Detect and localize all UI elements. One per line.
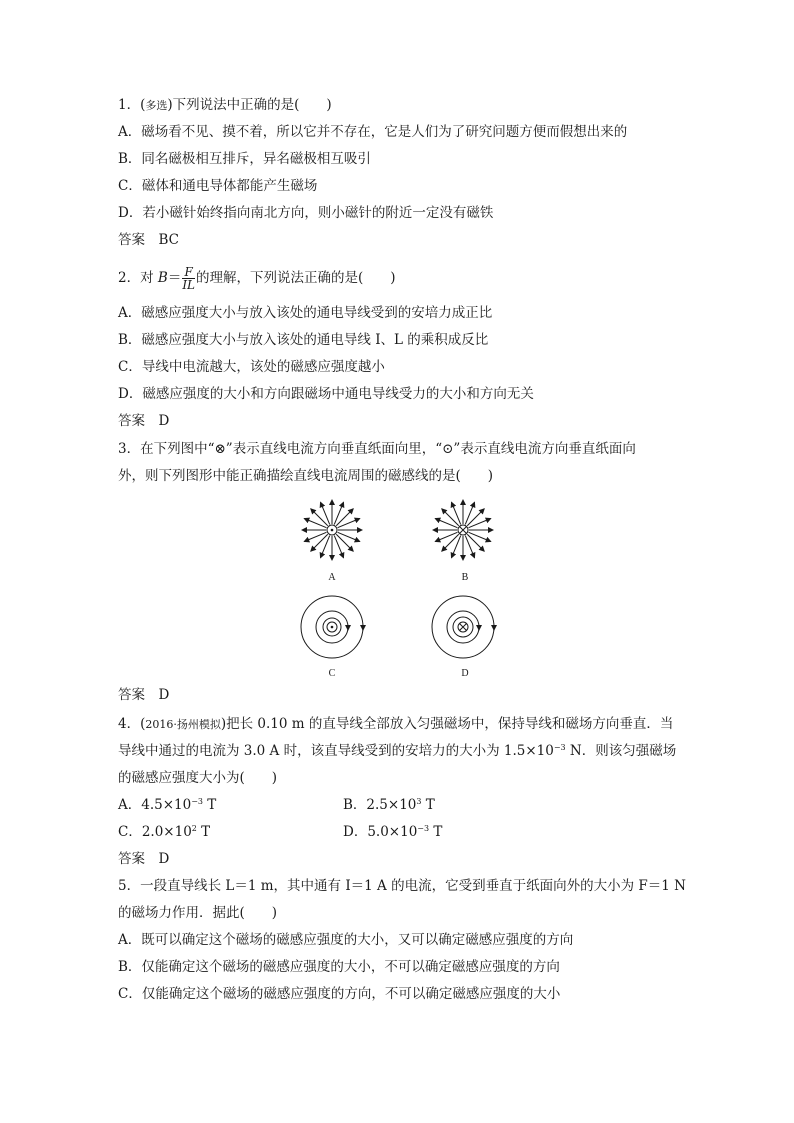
q4-option-c: C．$2.0\times 10^2$ T xyxy=(118,824,211,840)
figure-label-d: D xyxy=(461,668,469,679)
figure-a-field-line xyxy=(338,519,360,528)
q4-option-a: A．$4.5\times 10^{-3}$ T xyxy=(118,797,217,813)
figure-a-field-line xyxy=(311,534,328,551)
figure-b-field-line xyxy=(465,536,474,558)
q2-fraction: $\frac{F}{IL}$ xyxy=(182,265,196,292)
figure-b-field-line xyxy=(452,536,461,558)
q5-option-b: B．仅能确定这个磁场的磁感应强度的大小，不可以确定磁感应强度的方向 xyxy=(118,959,560,975)
q4-stem-line1: 4．(2016·扬州模拟)把长 0.10 m 的直导线全部放入匀强磁场中，保持导线和磁场方向垂直．当 xyxy=(118,716,674,732)
figure-b-field-line xyxy=(442,509,459,526)
figure-b-field-line xyxy=(465,502,474,524)
figure-a-field-line xyxy=(321,502,330,524)
q1-option-c: C．磁体和通电导体都能产生磁场 xyxy=(118,178,318,194)
q5-option-c: C．仅能确定这个磁场的磁感应强度的方向，不可以确定磁感应强度的大小 xyxy=(118,986,561,1002)
q1-option-a: A．磁场看不见、摸不着，所以它并不存在，它是人们为了研究问题方便而假想出来的 xyxy=(118,124,628,140)
figure-a-field-line xyxy=(338,532,360,541)
q5-stem-line1: 5．一段直导线长 L＝1 m，其中通有 I＝1 A 的电流，它受到垂直于纸面向外的大小为 F＝1 N xyxy=(118,878,686,894)
figure-label-c: C xyxy=(328,668,336,679)
figure-a-field-line xyxy=(336,509,353,526)
q1-tag: 多选 xyxy=(145,99,168,112)
q1-stem: 1．(多选)下列说法中正确的是( ) xyxy=(118,97,332,113)
q4-answer: 答案 D xyxy=(118,851,170,867)
q2-option-b: B．磁感应强度大小与放入该处的通电导线 I、L 的乘积成反比 xyxy=(118,332,489,348)
q2-option-c: C．导线中电流越大，该处的磁感应强度越小 xyxy=(118,359,385,375)
figure-b-field-line xyxy=(435,519,457,528)
figure-d-circular-field xyxy=(432,596,494,658)
q1-answer: 答案 BC xyxy=(118,232,180,248)
q4-stem-line3: 的磁感应强度大小为( ) xyxy=(118,770,278,786)
q2-option-a: A．磁感应强度大小与放入该处的通电导线受到的安培力成正比 xyxy=(118,305,493,321)
q1-option-b: B．同名磁极相互排斥，异名磁极相互吸引 xyxy=(118,151,371,167)
q4-stem-line2: 导线中通过的电流为 3.0 A 时，该直导线受到的安培力的大小为 $1.5\times 10^{-3}$ N．则该匀强磁场 xyxy=(118,743,677,759)
figure-b-field-line xyxy=(435,532,457,541)
figure-b-radial-field xyxy=(433,500,493,560)
figure-b-field-line xyxy=(442,534,459,551)
q4-option-b: B．$2.5\times 10^3$ T xyxy=(343,797,435,813)
q5-stem-line2: 的磁场力作用．据此( ) xyxy=(118,905,278,921)
q3-answer: 答案 D xyxy=(118,687,170,703)
q4-option-d: D．$5.0\times 10^{-3}$ T xyxy=(343,824,443,840)
figure-b-field-line xyxy=(469,532,491,541)
figure-label-b: B xyxy=(461,572,469,583)
figure-b-field-line xyxy=(452,502,461,524)
figure-a-field-line xyxy=(334,536,343,558)
q2-answer: 答案 D xyxy=(118,413,170,429)
figure-a-field-line xyxy=(304,519,326,528)
figure-a-radial-field xyxy=(302,500,362,560)
q3-stem-line2: 外，则下列图形中能正确描绘直线电流周围的磁感线的是( ) xyxy=(118,468,494,484)
figure-a-field-line xyxy=(336,534,353,551)
q2-option-d: D．磁感应强度的大小和方向跟磁场中通电导线受力的大小和方向无关 xyxy=(118,386,534,402)
figure-b-field-line xyxy=(469,519,491,528)
figure-b-field-line xyxy=(467,509,484,526)
figure-a-field-line xyxy=(304,532,326,541)
q5-option-a: A．既可以确定这个磁场的磁感应强度的大小，又可以确定磁感应强度的方向 xyxy=(118,932,574,948)
figure-a-field-line xyxy=(311,509,328,526)
q3-stem-line1: 3．在下列图中“⊗”表示直线电流方向垂直纸面向里，“⊙”表示直线电流方向垂直纸面向 xyxy=(118,441,636,457)
figure-a-field-line xyxy=(321,536,330,558)
magnetic-field-figure xyxy=(290,497,520,683)
figure-a-field-line xyxy=(334,502,343,524)
figure-b-field-line xyxy=(467,534,484,551)
figure-label-a: A xyxy=(328,572,336,583)
q2-stem: 2．对 B＝ $\frac{F}{IL}$ 的理解，下列说法正确的是( ) xyxy=(118,265,396,292)
figure-c-circular-field xyxy=(301,596,363,658)
q4-source: 2016·扬州模拟 xyxy=(145,718,221,731)
q1-option-d: D．若小磁针始终指向南北方向，则小磁针的附近一定没有磁铁 xyxy=(118,205,494,221)
